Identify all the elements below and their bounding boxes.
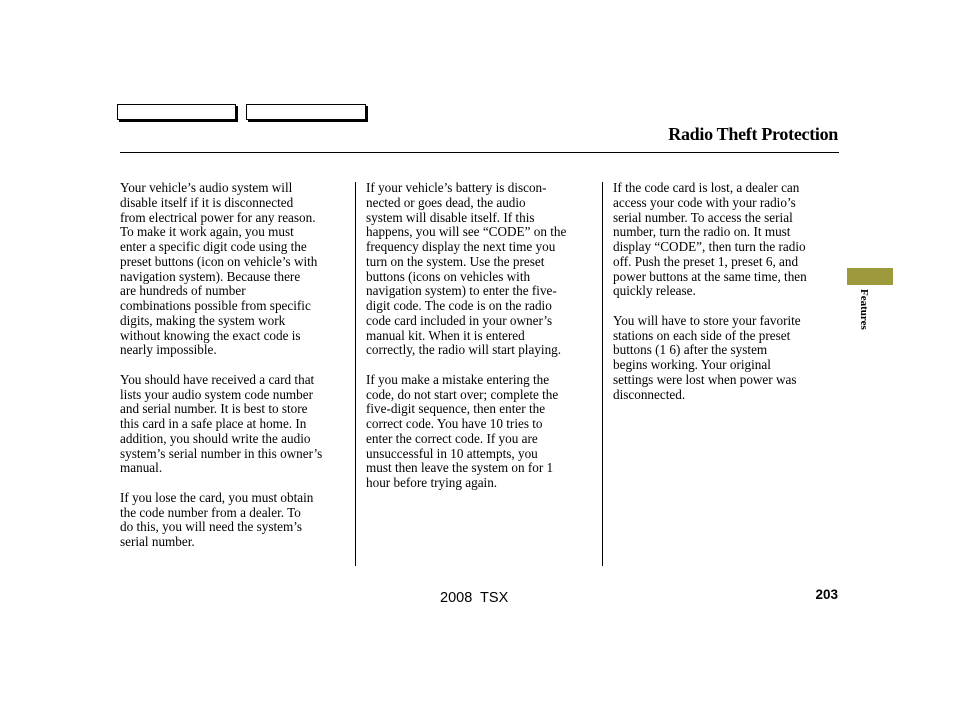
paragraph — [613, 181, 807, 299]
text-line: nected or goes dead, the audio — [366, 194, 526, 210]
section-label: Features — [858, 289, 870, 330]
text-line: navigation system) to enter the five- — [366, 283, 557, 299]
text-line: quickly release. — [613, 283, 696, 299]
text-line: If the code card is lost, a dealer can — [613, 180, 800, 195]
text-column-1 — [120, 181, 322, 565]
text-line: display “CODE”, then turn the radio — [613, 239, 806, 254]
text-line: digits, making the system work — [120, 312, 286, 328]
nav-button-2[interactable] — [246, 104, 366, 120]
text-line: code card included in your owner’s — [366, 312, 553, 328]
text-line: hour before trying again. — [366, 475, 498, 490]
text-line: digit code. The code is on the radio — [366, 298, 552, 313]
text-line: preset buttons (icon on vehicle’s with — [120, 253, 318, 269]
text-line: code, do not start over; complete the — [366, 386, 559, 402]
text-line: enter a specific digit code using the — [120, 239, 307, 254]
text-line: unsuccessful in 10 attempts, you — [366, 445, 538, 461]
text-line: and serial number. It is best to store — [120, 401, 308, 417]
text-line: access your code with your radio’s — [613, 194, 796, 210]
column-divider — [602, 182, 603, 566]
text-line: are hundreds of number — [120, 283, 246, 299]
text-column-2 — [366, 181, 566, 506]
text-line: begins working. Your original — [613, 357, 771, 372]
paragraph — [613, 314, 807, 403]
footer-model: 2008 TSX — [440, 590, 509, 606]
text-line: number, turn the radio on. It must — [613, 224, 791, 240]
section-tab[interactable] — [847, 268, 893, 285]
text-line: If you make a mistake entering the — [366, 371, 550, 387]
text-line: five-digit sequence, then enter the — [366, 401, 546, 417]
text-column-3 — [613, 181, 807, 417]
text-line: without knowing the exact code is — [120, 327, 301, 343]
text-line: You should have received a card that — [120, 371, 315, 387]
page-title: Radio Theft Protection — [668, 124, 838, 144]
text-line: lists your audio system code number — [120, 386, 314, 402]
text-line: settings were lost when power was — [613, 371, 797, 387]
paragraph — [366, 181, 566, 358]
text-line: turn on the system. Use the preset — [366, 253, 545, 269]
nav-button-1[interactable] — [117, 104, 236, 120]
text-line: serial number. To access the serial — [613, 209, 793, 225]
paragraph — [120, 181, 322, 358]
text-line: enter the correct code. If you are — [366, 430, 538, 446]
text-line: system’s serial number in this owner’s — [120, 445, 323, 461]
text-line: To make it work again, you must — [120, 224, 294, 240]
column-divider — [355, 182, 356, 566]
text-line: buttons (1 6) after the system — [613, 342, 768, 358]
paragraph — [120, 491, 322, 550]
text-line: You will have to store your favorite — [613, 312, 801, 328]
text-line: navigation system). Because there — [120, 268, 301, 284]
title-rule — [120, 152, 839, 153]
paragraph — [120, 373, 322, 476]
text-line: disconnected. — [613, 386, 686, 402]
text-line: the code number from a dealer. To — [120, 504, 301, 520]
text-line: happens, you will see “CODE” on the — [366, 224, 567, 240]
text-line: power buttons at the same time, then — [613, 268, 807, 284]
text-line: off. Push the preset 1, preset 6, and — [613, 253, 799, 269]
text-line: frequency display the next time you — [366, 239, 556, 254]
text-line: disable itself if it is disconnected — [120, 194, 294, 210]
text-line: do this, you will need the system’s — [120, 519, 303, 535]
text-line: manual. — [120, 460, 163, 476]
text-line: manual kit. When it is entered — [366, 327, 525, 343]
text-line: combinations possible from specific — [120, 298, 311, 313]
text-line: buttons (icons on vehicles with — [366, 268, 531, 284]
text-line: stations on each side of the preset — [613, 327, 791, 343]
text-line: this card in a safe place at home. In — [120, 416, 307, 431]
text-line: correctly, the radio will start playing. — [366, 342, 562, 358]
text-line: system will disable itself. If this — [366, 209, 535, 225]
text-line: from electrical power for any reason. — [120, 209, 316, 225]
text-line: correct code. You have 10 tries to — [366, 416, 543, 431]
text-line: If your vehicle’s battery is discon- — [366, 180, 547, 195]
text-line: addition, you should write the audio — [120, 430, 311, 446]
paragraph — [366, 373, 566, 491]
text-line: nearly impossible. — [120, 342, 217, 358]
page-number: 203 — [815, 587, 838, 602]
text-line: If you lose the card, you must obtain — [120, 489, 314, 505]
text-line: serial number. — [120, 534, 195, 549]
text-line: Your vehicle’s audio system will — [120, 180, 293, 195]
text-line: must then leave the system on for 1 — [366, 460, 554, 476]
